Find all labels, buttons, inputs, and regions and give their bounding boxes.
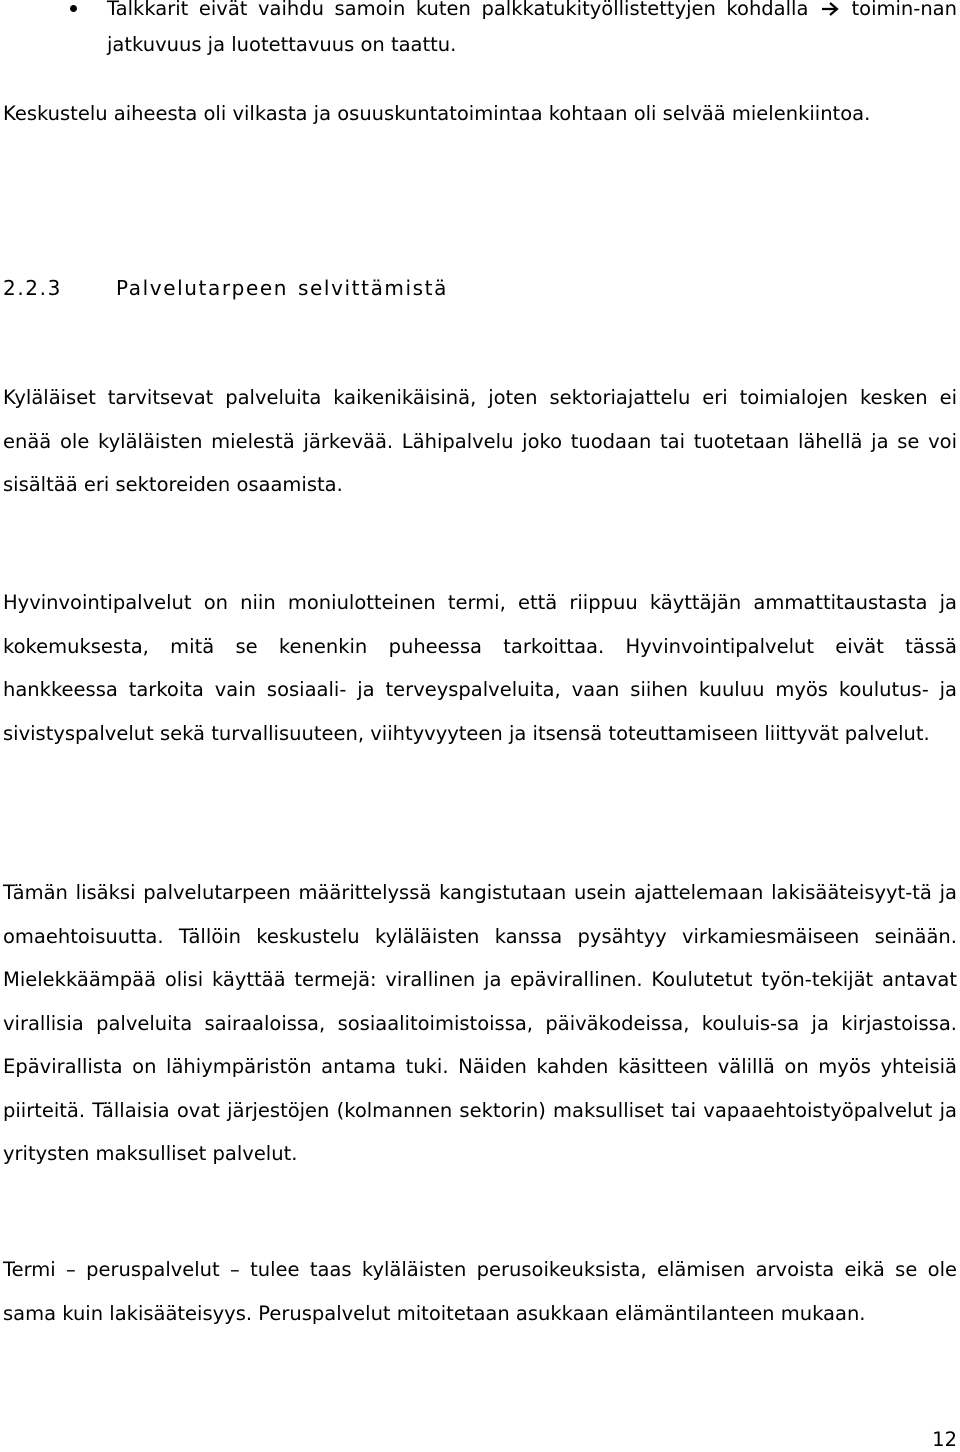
page-number: 12 [932, 1428, 957, 1451]
paragraph-wellbeing-services: Hyvinvointipalvelut on niin moniulotteinen termi, että riippuu käyttäjän ammattitaustasta ja kokemuksesta, mitä se kenenkin puheessa tarkoittaa. Hyvinvointipalvelut eivät tässä hankkeessa tarkoita vain sosiaali- ja terveyspalveluita, vaan siihen kuuluu myös koulutus- ja sivistyspalvelut sekä turvallisuuteen, viihtyvyyteen ja itsensä toteuttamiseen liittyvät palvelut. [3, 591, 957, 745]
paragraph-village-services: Kyläläiset tarvitsevat palveluita kaikenikäisinä, joten sektoriajattelu eri toimialojen kesken ei enää ole kyläläisten mielestä järkevää. Lähipalvelu joko tuodaan tai tuotetaan lähellä ja se voi sisältää eri sektoreiden osaamista. [3, 386, 957, 496]
bullet-text-after-arrow: toimin-nan jatkuvuus ja luotettavuus on taattu. [107, 0, 957, 56]
right-arrow-icon [821, 2, 839, 16]
section-heading-title: Palvelutarpeen selvittämistä [116, 276, 448, 300]
section-heading [3, 276, 448, 300]
section-heading-number: 2.2.3 [3, 276, 62, 300]
bullet-text [107, 0, 957, 62]
bullet-text-before-arrow: Talkkarit eivät vaihdu samoin kuten palkkatukityöllistettyjen kohdalla [107, 0, 809, 20]
paragraph-basic-services: Termi – peruspalvelut – tulee taas kyläläisten perusoikeuksista, elämisen arvoista eikä se ole sama kuin lakisääteisyys. Peruspalvelut mitoitetaan asukkaan elämäntilanteen mukaan. [3, 1258, 957, 1325]
bullet-dot-icon [70, 5, 77, 12]
paragraph-discussion: Keskustelu aiheesta oli vilkasta ja osuuskuntatoimintaa kohtaan oli selvää mielenkiintoa. [3, 102, 871, 125]
paragraph-service-needs: Tämän lisäksi palvelutarpeen määrittelyssä kangistutaan usein ajattelemaan lakisääteisyyt-tä ja omaehtoisuutta. Tällöin keskustelu kyläläisten kanssa pysähtyy virkamiesmäiseen seinään. Mielekkäämpää olisi käyttää termejä: virallinen ja epävirallinen. Koulutetut työn-tekijät antavat virallisia palveluita sairaaloissa, sosiaalitoimistoissa, päiväkodeissa, kouluis-sa ja kirjastoissa. Epävirallista on lähiympäristön antama tuki. Näiden kahden käsitteen välillä on myös yhteisiä piirteitä. Tällaisia ovat järjestöjen (kolmannen sektorin) maksulliset tai vapaaehtoistyöpalvelut ja yritysten maksulliset palvelut. [3, 881, 957, 1165]
